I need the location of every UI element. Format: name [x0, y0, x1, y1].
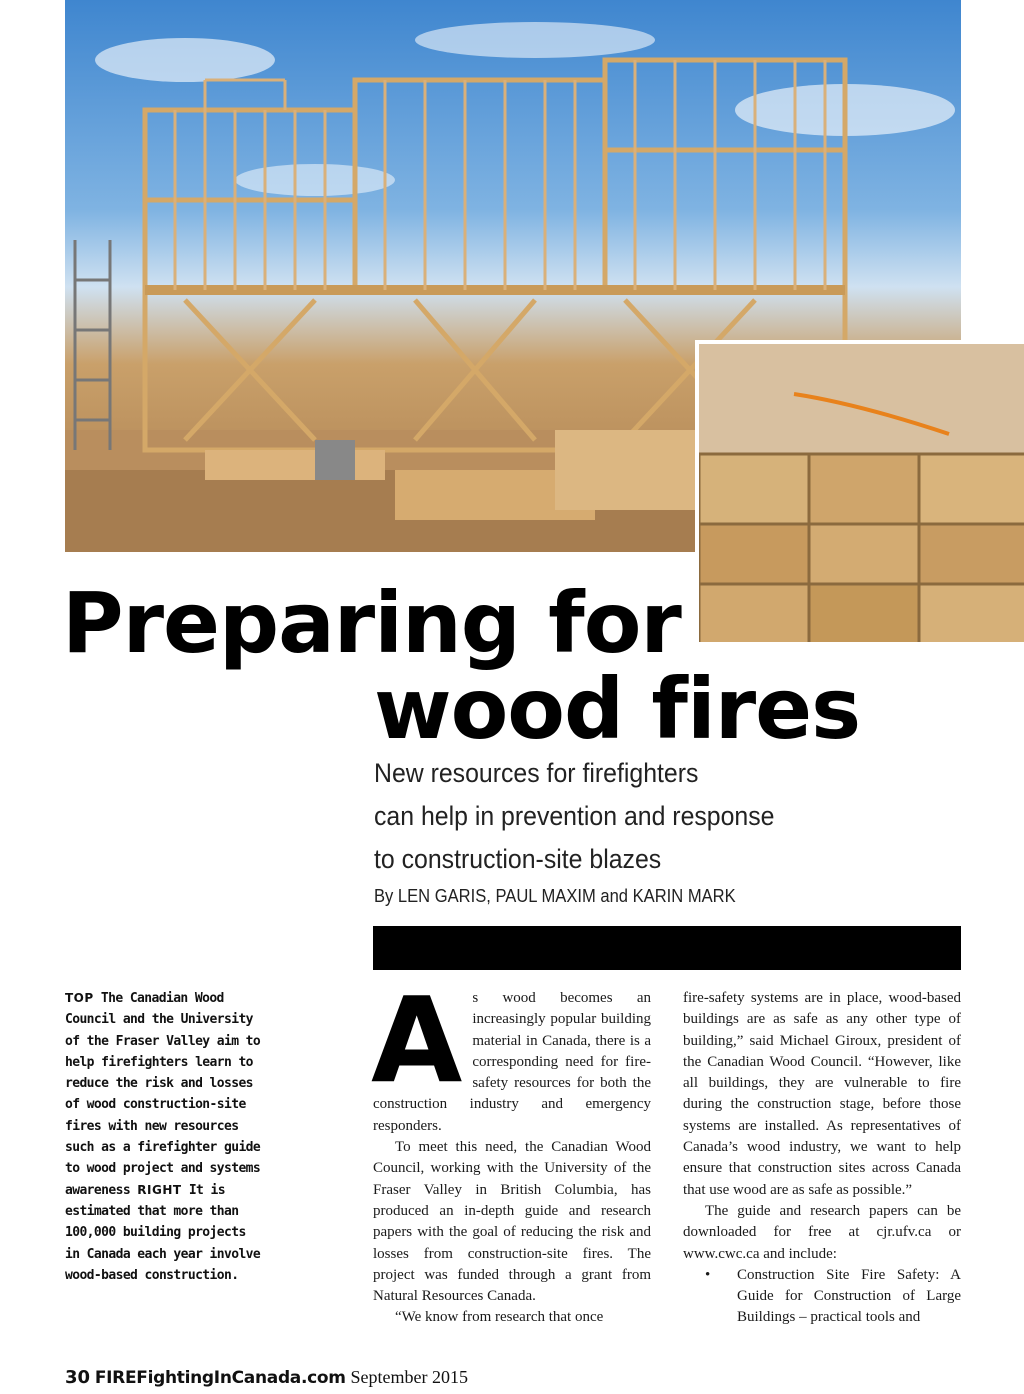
subtitle-line-3: to construction-site blazes — [374, 844, 662, 874]
footer-date: September 2015 — [350, 1367, 468, 1387]
resource-list — [683, 1265, 961, 1329]
caption-top-text: The Canadian Wood Council and the University of the Fraser Valley aim to help firefighters learn to reduce the risk and losses of wood construction-site fires with new resources such as a firefighter guide to wood project and systems awareness — [65, 991, 261, 1198]
drop-cap: A — [371, 971, 463, 1109]
subtitle-line-1: New resources for firefighters — [374, 758, 699, 788]
caption-top-label: TOP — [65, 991, 94, 1005]
black-bar — [373, 926, 961, 970]
caption-right-label: RIGHT — [137, 1182, 182, 1197]
list-item — [683, 1265, 961, 1329]
page-number: 30 — [65, 1367, 91, 1388]
body-paragraph-5: The guide and research papers can be downloaded for free at cjr.ufv.ca or www.cwc.ca and include: — [683, 1202, 961, 1262]
footer-site: FIREFightingInCanada.com — [94, 1368, 346, 1388]
subtitle-line-2: can help in prevention and response — [374, 801, 775, 831]
bullet-icon: • — [705, 1266, 711, 1283]
body-column-2 — [683, 988, 961, 1329]
headline — [62, 574, 962, 758]
body-paragraph-4: fire-safety systems are in place, wood-based buildings are as safe as any other type of building,” said Michael Giroux, president of the Canadian Wood Council. “However, like all buildings, they are vulnerable to fire during the construction stage, before those systems are installed. As representatives of Canada’s wood industry, we want to help ensure that construction sites across Canada that use wood are as safe as possible.” — [683, 990, 961, 1198]
byline: By LEN GARIS, PAUL MAXIM and KARIN MARK — [374, 886, 736, 906]
headline-line-2: wood fires — [374, 660, 861, 758]
headline-line-1: Preparing for — [62, 574, 681, 672]
body-paragraph-2: To meet this need, the Canadian Wood Council, working with the University of the Fraser Valley in British Columbia, has produced an in-depth guide and research papers with the goal of reducing the risk and losses from construction-site fires. The project was funded through a grant from Natural Resources Canada. — [373, 1139, 651, 1305]
photo-caption — [65, 988, 265, 1286]
list-item-text: Construction Site Fire Safety: A Guide for Construction of Large Buildings – practical tools and — [737, 1266, 961, 1326]
body-paragraph-3: “We know from research that once — [395, 1309, 604, 1326]
body-paragraph-1: s wood becomes an increasingly popular building material in Canada, there is a corresponding need for fire-safety resources for both the construction industry and emergency responders. — [373, 990, 651, 1134]
caption-right-text: It is estimated that more than 100,000 building projects in Canada each year involve wood-based construction. — [65, 1182, 261, 1283]
page-footer — [65, 1367, 468, 1389]
body-column-1 — [371, 971, 651, 1329]
subtitle — [374, 752, 889, 881]
